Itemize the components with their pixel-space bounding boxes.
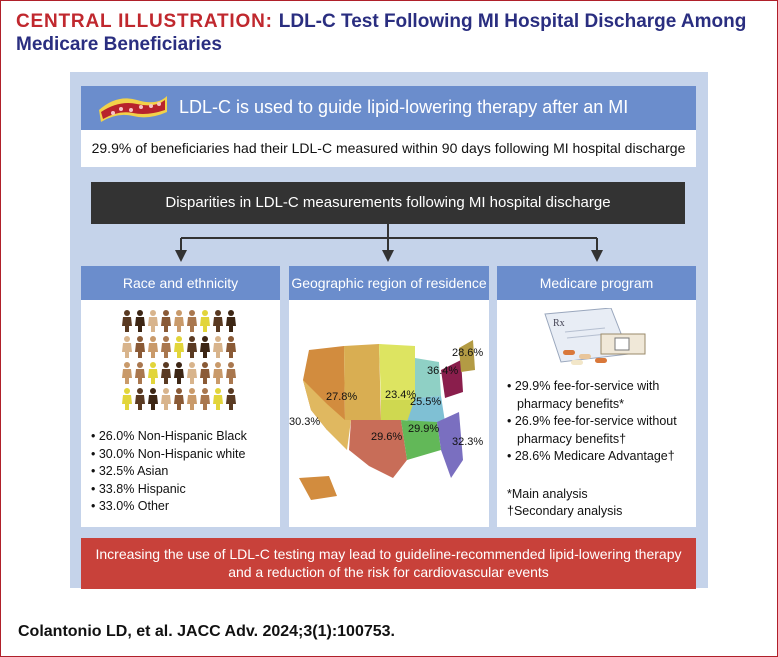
program-heading: Medicare program [497, 266, 696, 300]
person-icon [187, 362, 197, 384]
person-icon [135, 310, 145, 332]
region-label: 32.3% [452, 436, 484, 448]
person-icon [161, 336, 171, 358]
person-icon [148, 336, 158, 358]
conclusion-line-2: and a reduction of the risk for cardiovascular events [228, 564, 549, 580]
note-secondary: †Secondary analysis [507, 504, 623, 518]
person-icon [213, 388, 223, 410]
person-icon [174, 388, 184, 410]
region-label: 30.3% [289, 416, 321, 428]
person-icon [148, 310, 158, 332]
region-label: 28.6% [452, 347, 484, 359]
title-lead: CENTRAL ILLUSTRATION: [16, 11, 273, 32]
statement-text: LDL-C is used to guide lipid-lowering therapy after an MI [179, 97, 629, 117]
analysis-notes [507, 486, 622, 520]
person-icon [148, 388, 158, 410]
svg-text:Rx: Rx [553, 318, 565, 329]
list-item: • 29.9% fee-for-service with pharmacy benefits* [507, 378, 692, 413]
citation: Colantonio LD, et al. JACC Adv. 2024;3(1):100753. [18, 623, 395, 640]
list-item: • 28.6% Medicare Advantage† [507, 448, 692, 466]
person-icon [226, 310, 236, 332]
person-icon [200, 388, 210, 410]
person-icon [135, 388, 145, 410]
region-heading: Geographic region of residence [289, 266, 489, 300]
person-icon [187, 336, 197, 358]
person-icon [200, 310, 210, 332]
person-icon [174, 362, 184, 384]
region-label: 23.4% [385, 389, 417, 401]
title-text: LDL-C Test Following MI Hospital Discharge Among Medicare Beneficiaries [16, 11, 747, 55]
person-icon [187, 310, 197, 332]
list-item: • 26.0% Non-Hispanic Black [91, 428, 247, 446]
disparities-bar: Disparities in LDL-C measurements following MI hospital discharge [91, 182, 685, 224]
us-map [289, 300, 489, 527]
region-label: 27.8% [326, 391, 358, 403]
person-icon [174, 310, 184, 332]
person-icon [226, 388, 236, 410]
program-list [507, 378, 692, 466]
region-label: 36.4% [427, 365, 459, 377]
region-label: 29.6% [371, 431, 403, 443]
person-icon [122, 362, 132, 384]
person-icon [226, 362, 236, 384]
person-icon [135, 336, 145, 358]
region-panel [289, 300, 489, 527]
race-panel [81, 300, 280, 527]
region-label: 25.5% [410, 396, 442, 408]
list-item: • 33.8% Hispanic [91, 481, 247, 499]
conclusion-line-1: Increasing the use of LDL-C testing may lead to guideline-recommended lipid-lowering therapy [95, 546, 682, 562]
person-icon [213, 336, 223, 358]
race-list [91, 428, 247, 516]
list-item: • 32.5% Asian [91, 463, 247, 481]
person-icon [213, 362, 223, 384]
person-icon [226, 336, 236, 358]
list-item: • 26.9% fee-for-service without pharmacy benefits† [507, 413, 692, 448]
person-icon [122, 336, 132, 358]
prescription-icon [541, 308, 651, 372]
region-label: 29.9% [408, 423, 440, 435]
finding-bar: 29.9% of beneficiaries had their LDL-C measured within 90 days following MI hospital discharge [81, 130, 696, 167]
person-icon [200, 336, 210, 358]
person-icon [148, 362, 158, 384]
note-main: *Main analysis [507, 487, 588, 501]
race-heading: Race and ethnicity [81, 266, 280, 300]
person-icon [200, 362, 210, 384]
conclusion-bar [81, 538, 696, 589]
person-icon [161, 362, 171, 384]
person-icon [135, 362, 145, 384]
list-item: • 33.0% Other [91, 498, 247, 516]
person-icon [174, 336, 184, 358]
list-item: • 30.0% Non-Hispanic white [91, 446, 247, 464]
person-icon [161, 310, 171, 332]
person-icon [122, 310, 132, 332]
people-icon-grid [121, 308, 241, 412]
person-icon [122, 388, 132, 410]
person-icon [161, 388, 171, 410]
program-panel [497, 300, 696, 527]
person-icon [187, 388, 197, 410]
person-icon [213, 310, 223, 332]
